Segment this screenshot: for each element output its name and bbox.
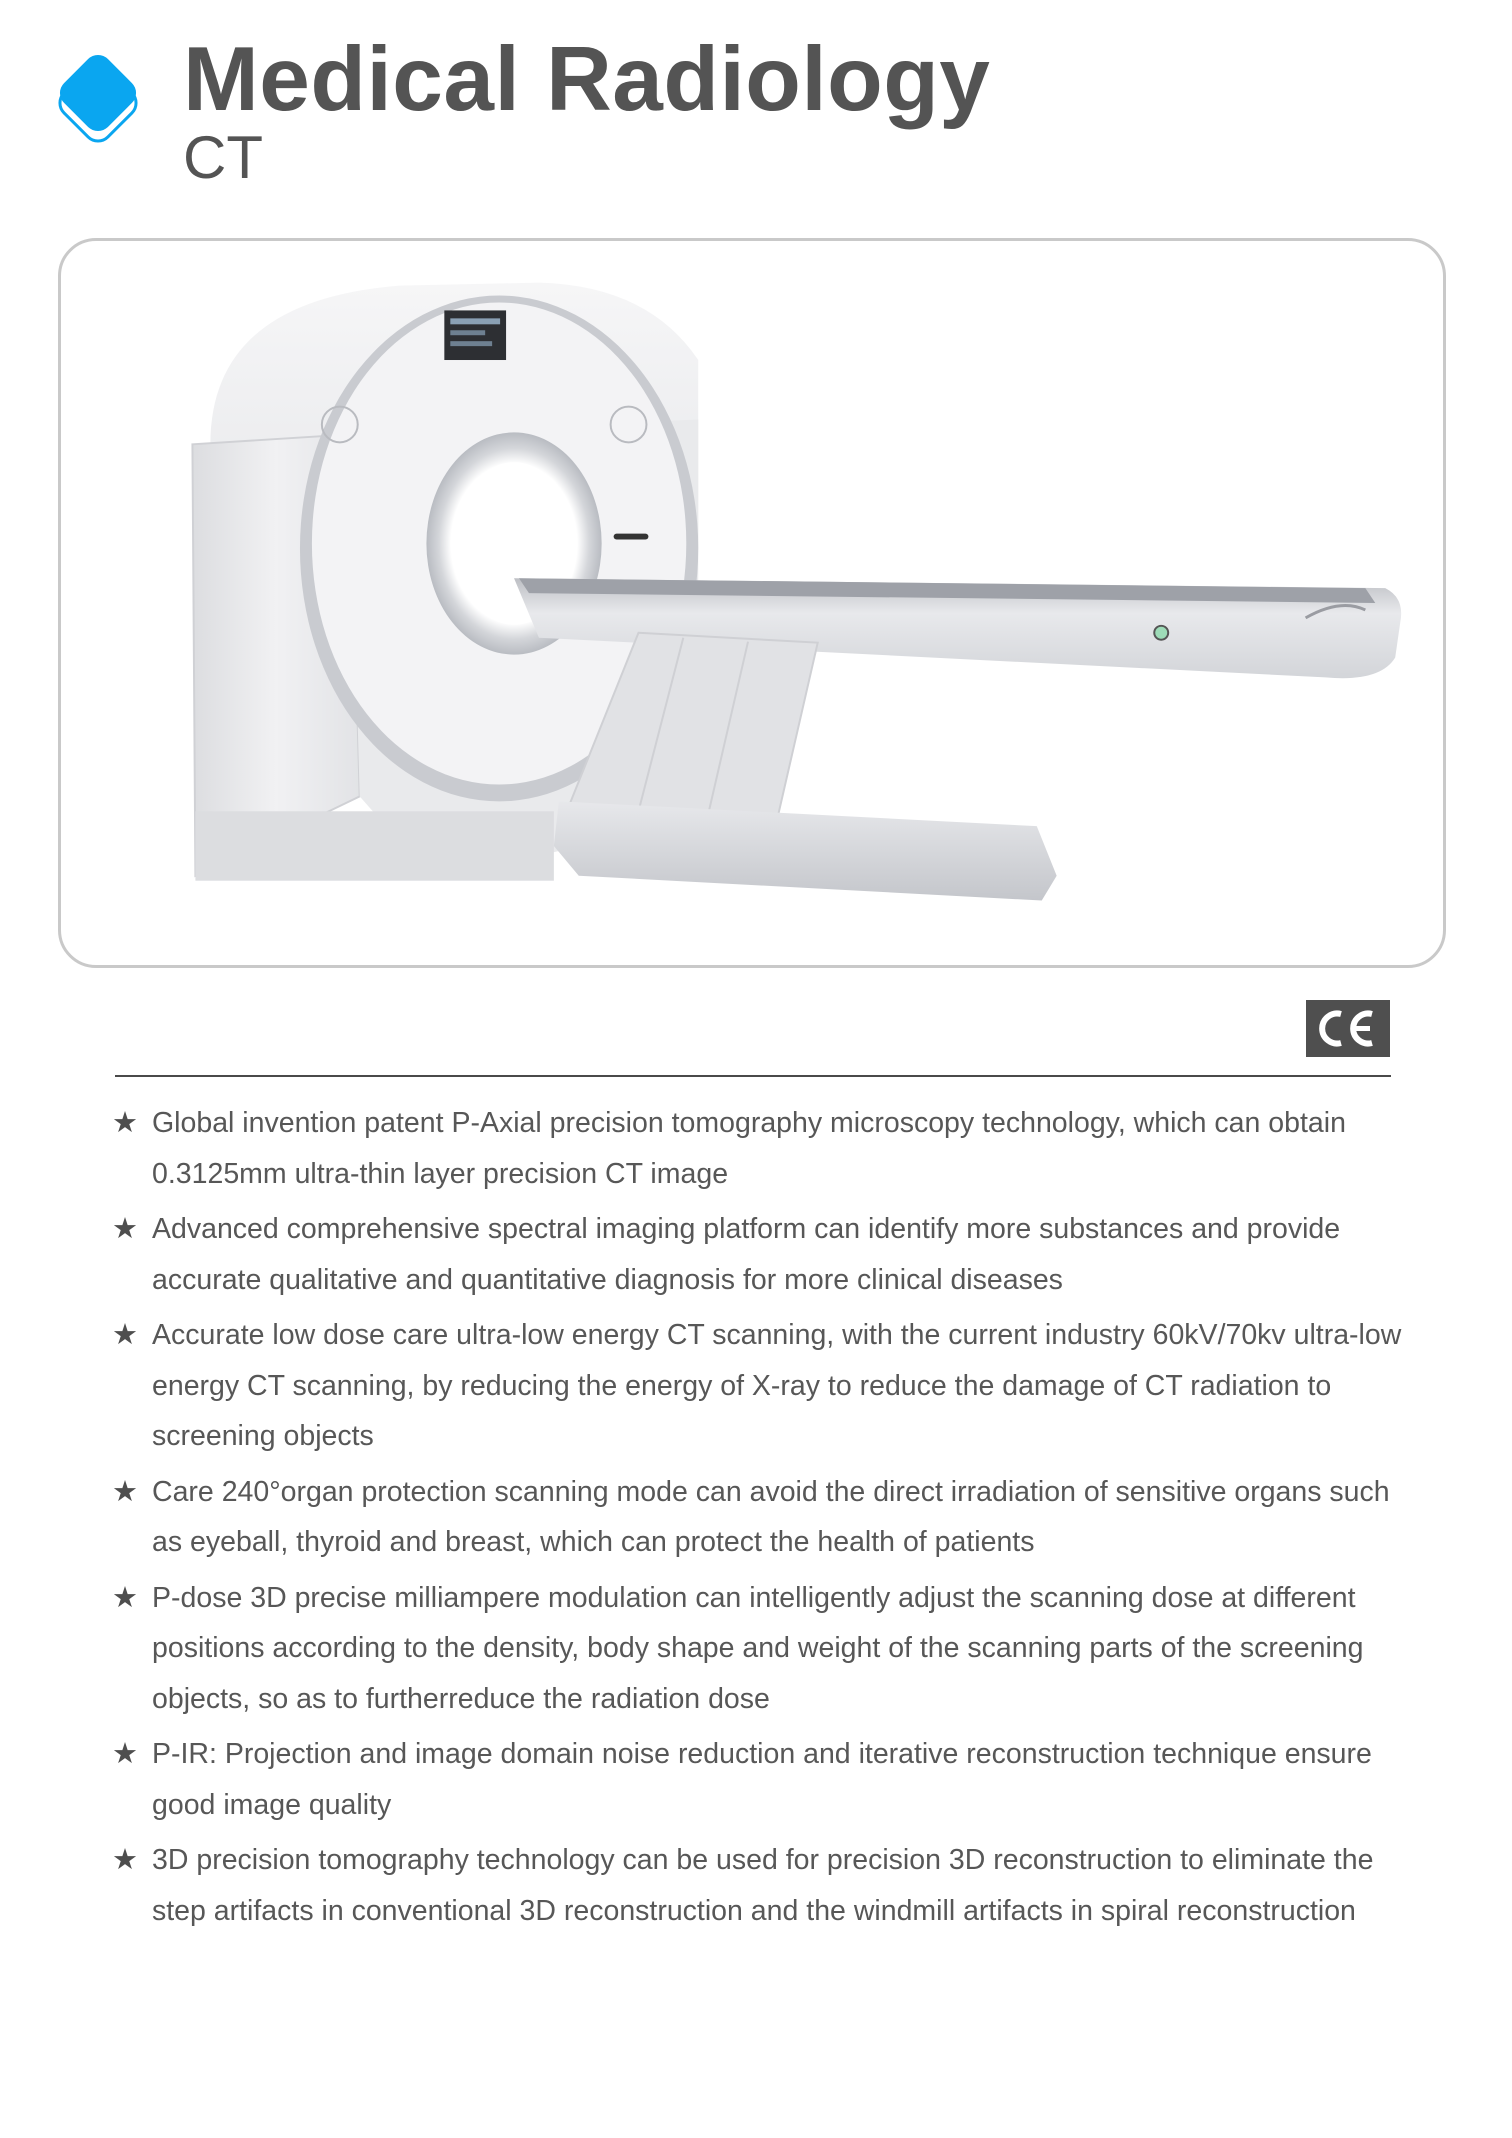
feature-text: P-dose 3D precise milliampere modulation can intelligently adjust the scanning dose at different positions according to the density, body shape and weight of the scanning parts of the screening objects, so as to furtherreduce the radiation dose (152, 1581, 1364, 1715)
star-icon: ★ (112, 1213, 138, 1245)
star-icon: ★ (112, 1581, 138, 1614)
feature-item (112, 1467, 1412, 1568)
page-subtitle: CT (183, 124, 263, 191)
star-icon: ★ (112, 1475, 138, 1508)
feature-text: Advanced comprehensive spectral imaging platform can identify more substances and provide accurate qualitative and quantitative diagnosis for more clinical diseases (152, 1213, 1341, 1296)
feature-text: 3D precision tomography technology can be used for precision 3D reconstruction to eliminate the step artifacts in conventional 3D reconstruction and the windmill artifacts in spiral reconstruction (152, 1844, 1374, 1927)
page-title: Medical Radiology (183, 29, 991, 130)
feature-item (112, 1835, 1412, 1936)
feature-item (112, 1729, 1412, 1830)
feature-list (112, 1098, 1412, 1941)
star-icon: ★ (112, 1738, 138, 1770)
star-icon: ★ (112, 1107, 138, 1139)
star-icon: ★ (112, 1844, 138, 1876)
star-icon: ★ (112, 1319, 138, 1351)
ce-mark-icon (1306, 1000, 1390, 1057)
ct-scanner-image (61, 241, 1443, 965)
feature-item (112, 1573, 1412, 1725)
feature-text: Care 240°organ protection scanning mode can avoid the direct irradiation of sensitive organs such as eyeball, thyroid and breast, which can protect the health of patients (152, 1475, 1390, 1558)
section-divider (115, 1075, 1391, 1077)
feature-item (112, 1310, 1412, 1462)
feature-text: Global invention patent P-Axial precision tomography microscopy technology, which can obtain 0.3125mm ultra-thin layer precision CT image (152, 1107, 1346, 1190)
product-image-frame (58, 238, 1446, 968)
feature-text: P-IR: Projection and image domain noise reduction and iterative reconstruction technique ensure good image quality (152, 1738, 1372, 1821)
feature-text: Accurate low dose care ultra-low energy CT scanning, with the current industry 60kV/70kv ultra-low energy CT scanning, by reducing the energy of X-ray to reduce the damage of CT radiation to screening objects (152, 1319, 1402, 1452)
feature-item (112, 1098, 1412, 1199)
blue-diamond-icon (50, 48, 150, 152)
feature-item (112, 1204, 1412, 1305)
